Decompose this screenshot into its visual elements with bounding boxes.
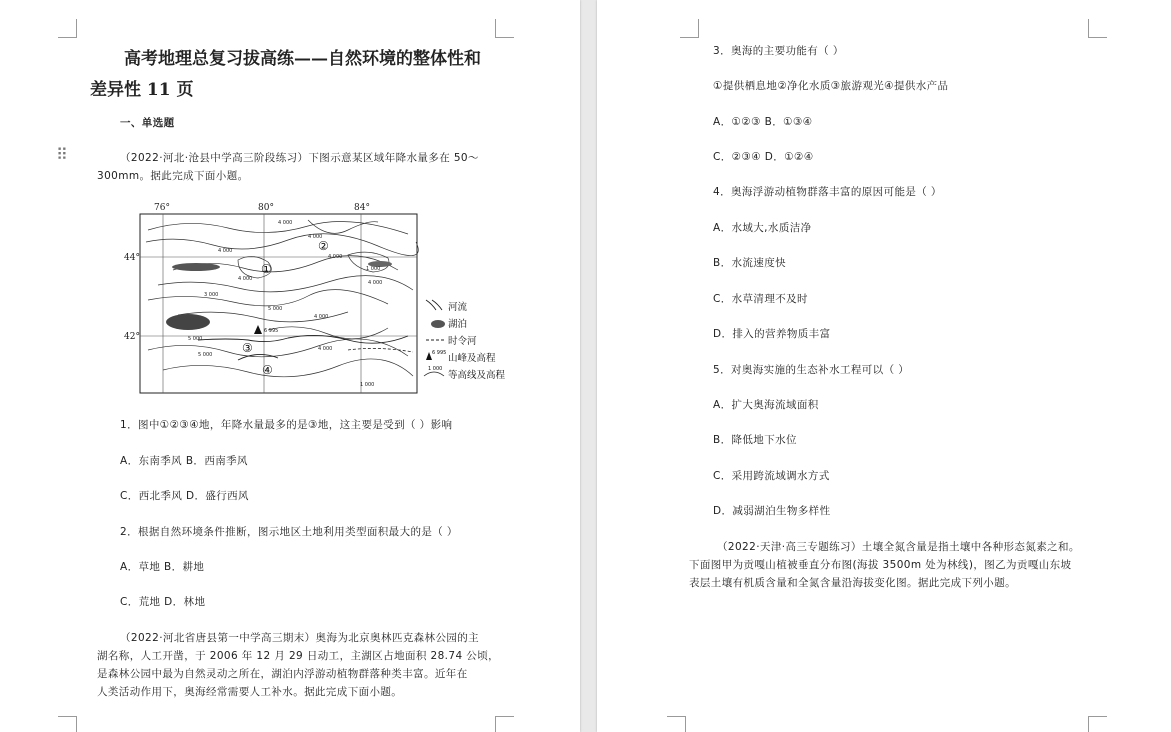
map-label-2: ② bbox=[318, 239, 329, 253]
map-frame bbox=[140, 214, 417, 393]
margin-mark-bottom-left bbox=[667, 716, 686, 732]
question-2-options-cd: C．荒地 D．林地 bbox=[120, 596, 206, 608]
question-3-items: ①提供栖息地②净化水质③旅游观光④提供水产品 bbox=[713, 80, 949, 92]
contour-label: 4 000 bbox=[278, 220, 293, 226]
legend-seasonal-river-label: 时令河 bbox=[448, 336, 477, 347]
question-2: 2．根据自然环境条件推断，图示地区土地利用类型面积最大的是（ ） bbox=[120, 526, 458, 538]
question-1-options-cd: C．西北季风 D．盛行西风 bbox=[120, 490, 249, 502]
document-page-right bbox=[597, 0, 1171, 732]
document-title-line2: 差异性 11 页 bbox=[90, 80, 194, 100]
legend-river-label: 河流 bbox=[448, 302, 468, 313]
map-label-4: ④ bbox=[262, 363, 273, 377]
question-4-option-b: B．水流速度快 bbox=[713, 257, 787, 269]
question-4-option-c: C．水草清理不及时 bbox=[713, 293, 808, 305]
contour-label: 4 000 bbox=[308, 234, 323, 240]
lat-label-42: 42° bbox=[124, 332, 140, 342]
lon-label-80: 80° bbox=[258, 203, 274, 213]
margin-mark-top-right bbox=[1088, 19, 1107, 38]
contour-label: 4 000 bbox=[368, 280, 383, 286]
margin-mark-bottom-left bbox=[58, 716, 77, 732]
legend-contour-label: 等高线及高程 bbox=[448, 370, 506, 381]
question-5-option-d: D．减弱湖泊生物多样性 bbox=[713, 505, 831, 517]
peak-elevation-label: 6 995 bbox=[264, 328, 279, 334]
intro-paragraph-2-line2: 湖名称，人工开凿，于 2006 年 12 月 29 日动工，主湖区占地面积 28.74 公顷， bbox=[97, 650, 500, 662]
lake-shape bbox=[166, 314, 210, 330]
intro-paragraph-2-line1: （2022·河北省唐县第一中学高三期末）奥海为北京奥林匹克森林公园的主 bbox=[120, 632, 480, 644]
legend-lake-icon bbox=[431, 320, 445, 328]
margin-mark-bottom-right bbox=[495, 716, 514, 732]
contour-label: 4 000 bbox=[218, 248, 233, 254]
margin-mark-top-left bbox=[680, 19, 699, 38]
question-5: 5．对奥海实施的生态补水工程可以（ ） bbox=[713, 364, 910, 376]
legend-river-icon bbox=[426, 300, 442, 310]
legend-peak-label: 山峰及高程 bbox=[448, 353, 496, 364]
lon-label-76: 76° bbox=[154, 203, 170, 213]
contour-label: 4 000 bbox=[314, 314, 329, 320]
contour-label: 5 000 bbox=[198, 352, 213, 358]
contour-label: 1 000 bbox=[366, 266, 381, 272]
question-1: 1．图中①②③④地，年降水量最多的是③地，这主要是受到（ ）影响 bbox=[120, 419, 453, 431]
margin-mark-bottom-right bbox=[1088, 716, 1107, 732]
intro-paragraph-1-line1: （2022·河北·沧县中学高三阶段练习）下图示意某区域年降水量多在 50～ bbox=[120, 152, 479, 164]
contour-label: 4 000 bbox=[318, 346, 333, 352]
intro-paragraph-2-line4: 人类活动作用下，奥海经常需要人工补水。据此完成下面小题。 bbox=[97, 686, 403, 698]
question-4: 4．奥海浮游动植物群落丰富的原因可能是（ ） bbox=[713, 186, 942, 198]
lon-label-84: 84° bbox=[354, 203, 370, 213]
question-5-option-a: A．扩大奥海流域面积 bbox=[713, 399, 819, 411]
legend-peak-value: 6 995 bbox=[432, 350, 447, 356]
question-1-options-ab: A．东南季风 B．西南季风 bbox=[120, 455, 248, 467]
question-3: 3．奥海的主要功能有（ ） bbox=[713, 45, 844, 57]
question-2-options-ab: A．草地 B．耕地 bbox=[120, 561, 205, 573]
question-4-option-d: D．排入的营养物质丰富 bbox=[713, 328, 831, 340]
question-5-option-b: B．降低地下水位 bbox=[713, 434, 797, 446]
question-3-options-ab: A．①②③ B．①③④ bbox=[713, 116, 813, 128]
contour-label: 5 000 bbox=[188, 336, 203, 342]
legend-contour-icon bbox=[424, 372, 444, 376]
lat-label-44: 44° bbox=[124, 253, 140, 263]
drag-handle-icon[interactable]: ⠿ bbox=[56, 145, 68, 164]
map-label-3: ③ bbox=[242, 341, 253, 355]
section-heading: 一、单选题 bbox=[120, 117, 175, 129]
question-4-option-a: A．水域大,水质洁净 bbox=[713, 222, 812, 234]
question-3-options-cd: C．②③④ D．①②④ bbox=[713, 151, 814, 163]
margin-mark-top-left bbox=[58, 19, 77, 38]
document-page-left bbox=[0, 0, 580, 732]
contour-label: 1 000 bbox=[360, 382, 375, 388]
question-5-option-c: C．采用跨流域调水方式 bbox=[713, 470, 830, 482]
intro-paragraph-3-line2: 下面图甲为贡嘎山植被垂直分布图(海拔 3500m 处为林线)，图乙为贡嘎山东坡 bbox=[689, 559, 1072, 571]
region-map-figure bbox=[118, 200, 530, 398]
contour-label: 4 000 bbox=[328, 254, 343, 260]
lake-shape bbox=[172, 263, 220, 271]
document-title-line1: 高考地理总复习拔高练——自然环境的整体性和 bbox=[124, 49, 481, 69]
contour-label: 3 000 bbox=[204, 292, 219, 298]
intro-paragraph-3-line1: （2022·天津·高三专题练习）土壤全氮含量是指土壤中各种形态氮素之和。 bbox=[717, 541, 1080, 553]
intro-paragraph-1-line2: 300mm。据此完成下面小题。 bbox=[97, 170, 249, 182]
legend-contour-value: 1 000 bbox=[428, 366, 443, 372]
intro-paragraph-3-line3: 表层土壤有机质含量和全氮含量沿海拔变化图。据此完成下列小题。 bbox=[689, 577, 1016, 589]
intro-paragraph-2-line3: 是森林公园中最为自然灵动之所在，湖泊内浮游动植物群落种类丰富。近年在 bbox=[97, 668, 468, 680]
contour-label: 5 000 bbox=[268, 306, 283, 312]
map-label-1: ① bbox=[261, 262, 272, 276]
legend-lake-label: 湖泊 bbox=[448, 319, 468, 330]
margin-mark-top-right bbox=[495, 19, 514, 38]
contour-label: 4 000 bbox=[238, 276, 253, 282]
